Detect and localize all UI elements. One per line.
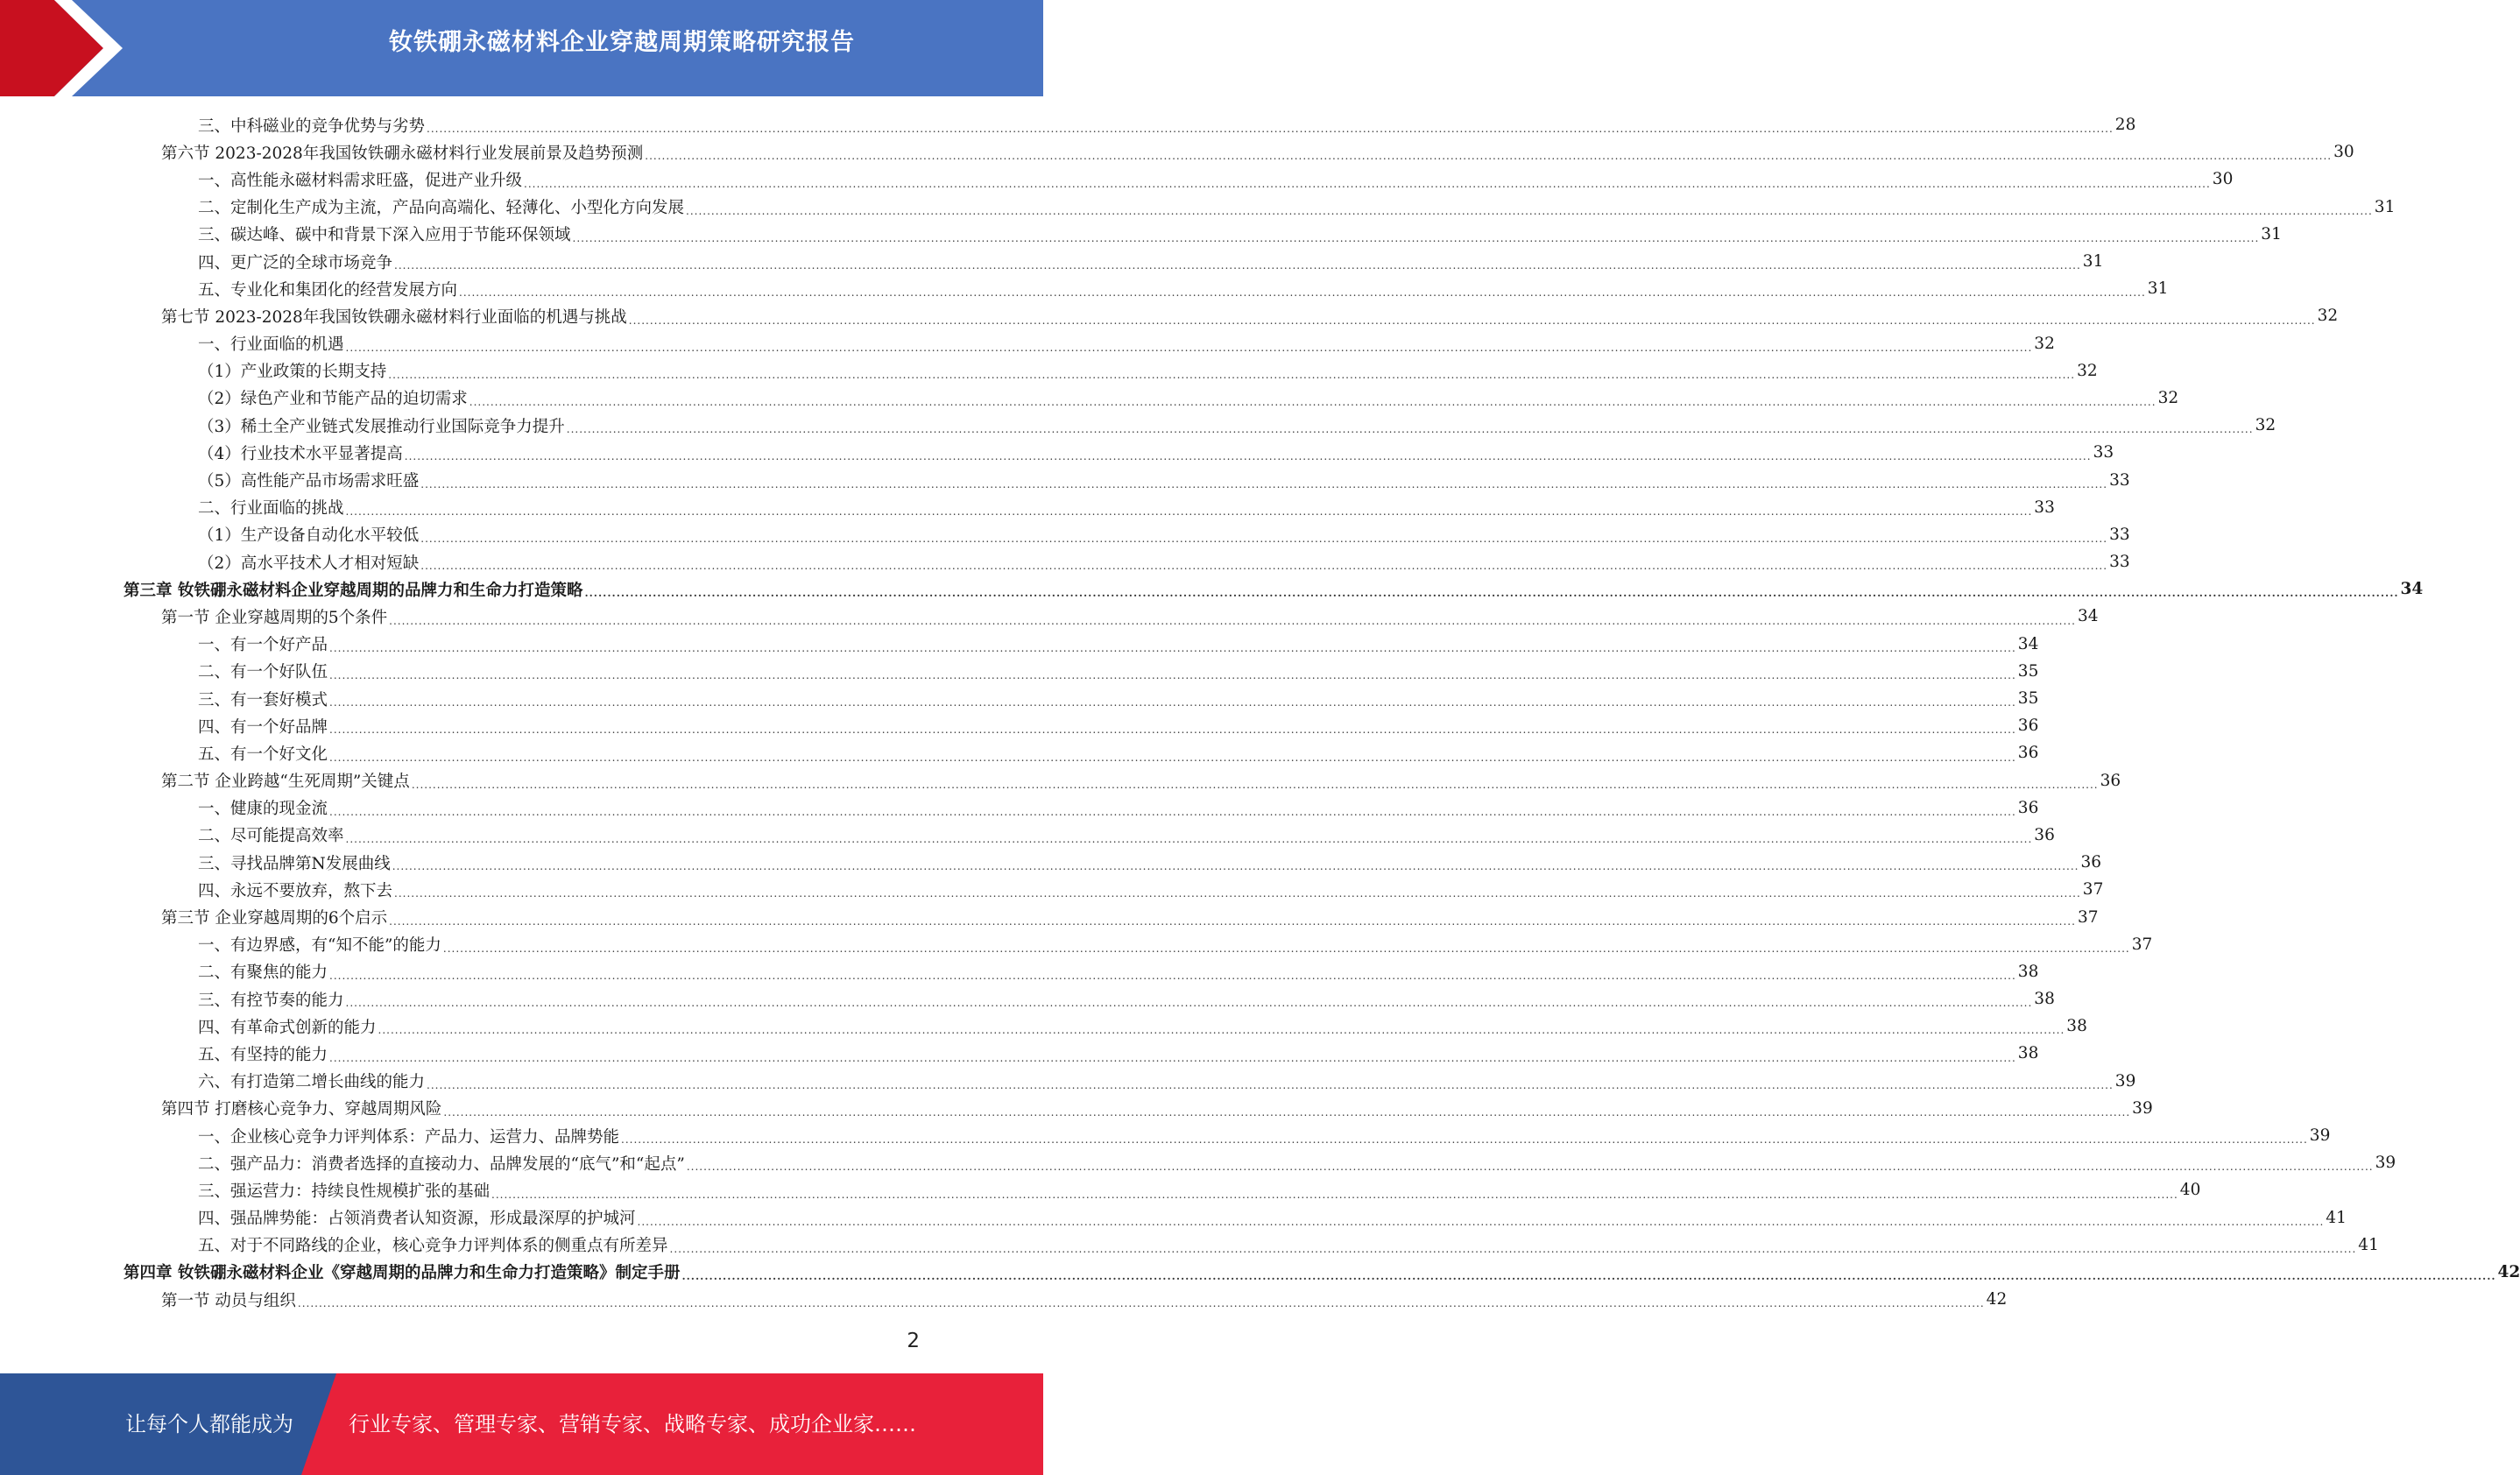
toc-dot-leader: ................................................................................................................................................................................................................................................................................................................................................................................................................ [329, 641, 2016, 654]
toc-entry-page: 39 [2114, 1071, 2136, 1090]
toc-section-entry[interactable] [0, 1095, 2153, 1122]
toc-entry-title: 四、强品牌势能：占领消费者认知资源，形成最深厚的护城河 [198, 1210, 636, 1229]
toc-entry-page: 36 [2100, 771, 2121, 790]
page-number: 2 [907, 1330, 920, 1352]
toc-entry-page: 36 [2017, 716, 2039, 736]
toc-entry-page: 42 [1986, 1290, 2008, 1309]
toc-subsection-entry[interactable] [0, 739, 2039, 766]
toc-dot-leader: ................................................................................................................................................................................................................................................................................................................................................................................................................ [378, 1024, 2065, 1037]
toc-dot-leader: ................................................................................................................................................................................................................................................................................................................................................................................................................ [329, 805, 2016, 818]
toc-entry-page: 36 [2017, 744, 2039, 763]
toc-entry-title: 第一节 动员与组织 [161, 1291, 296, 1310]
toc-chapter-entry[interactable] [0, 575, 2424, 603]
footer-slogan-right: 行业专家、管理专家、营销专家、战略专家、成功企业家…… [349, 1412, 916, 1436]
toc-dot-leader: ................................................................................................................................................................................................................................................................................................................................................................................................................ [637, 1215, 2325, 1228]
toc-subsection-entry[interactable] [0, 1122, 2331, 1149]
header-red-arrow-decoration [0, 0, 131, 96]
toc-entry-page: 32 [2157, 388, 2179, 407]
toc-entry-title: （4）行业技术水平显著提高 [198, 444, 403, 463]
toc-entry-page: 33 [2093, 443, 2114, 462]
toc-subsection-entry[interactable] [0, 849, 2102, 876]
toc-section-entry[interactable] [0, 302, 2339, 329]
toc-entry-page: 39 [2309, 1126, 2331, 1146]
toc-subsection-entry[interactable] [0, 385, 2179, 412]
toc-entry-title: 二、定制化生产成为主流，产品向高端化、轻薄化、小型化方向发展 [198, 199, 685, 218]
toc-entry-page: 31 [2147, 279, 2169, 299]
toc-entry-page: 42 [2497, 1262, 2520, 1281]
toc-dot-leader: ................................................................................................................................................................................................................................................................................................................................................................................................................ [459, 286, 2146, 300]
toc-entry-title: 一、有边界感，有“知不能”的能力 [198, 936, 441, 956]
toc-entry-page: 39 [2375, 1154, 2396, 1173]
toc-entry-title: 三、强运营力：持续良性规模扩张的基础 [198, 1182, 491, 1201]
toc-dot-leader: ................................................................................................................................................................................................................................................................................................................................................................................................................ [345, 997, 2033, 1010]
table-of-contents [0, 111, 2520, 1313]
toc-subsection-entry[interactable] [0, 985, 2055, 1013]
toc-entry-title: 四、永远不要放弃，熬下去 [198, 881, 393, 900]
toc-entry-title: 三、寻找品牌第N发展曲线 [198, 854, 391, 873]
toc-entry-title: （1）生产设备自动化水平较低 [198, 526, 420, 546]
toc-entry-page: 33 [2109, 525, 2130, 544]
toc-dot-leader: ................................................................................................................................................................................................................................................................................................................................................................................................................ [345, 505, 2033, 518]
toc-entry-page: 35 [2017, 661, 2039, 681]
toc-entry-page: 39 [2132, 1098, 2153, 1118]
toc-entry-page: 32 [2034, 334, 2055, 353]
toc-section-entry[interactable] [0, 903, 2099, 930]
toc-subsection-entry[interactable] [0, 822, 2055, 849]
toc-dot-leader: ................................................................................................................................................................................................................................................................................................................................................................................................................ [686, 204, 2373, 217]
toc-subsection-entry[interactable] [0, 631, 2039, 658]
toc-entry-title: 六、有打造第二增长曲线的能力 [198, 1073, 426, 1092]
toc-dot-leader: ................................................................................................................................................................................................................................................................................................................................................................................................................ [645, 150, 2333, 163]
toc-subsection-entry[interactable] [0, 1176, 2201, 1203]
toc-entry-page: 37 [2131, 935, 2153, 954]
toc-entry-title: 第七节 2023-2028年我国钕铁硼永磁材料行业面临的机遇与挑战 [161, 307, 627, 327]
toc-dot-leader: ................................................................................................................................................................................................................................................................................................................................................................................................................ [443, 1105, 2131, 1119]
toc-subsection-entry[interactable] [0, 931, 2153, 958]
toc-dot-leader: ................................................................................................................................................................................................................................................................................................................................................................................................................ [329, 696, 2016, 709]
toc-entry-page: 31 [2261, 224, 2282, 243]
toc-entry-page: 34 [2017, 634, 2039, 653]
toc-entry-title: 三、有控节奏的能力 [198, 991, 344, 1010]
toc-dot-leader: ................................................................................................................................................................................................................................................................................................................................................................................................................ [329, 751, 2016, 764]
toc-entry-title: 五、对于不同路线的企业，核心竞争力评判体系的侧重点有所差异 [198, 1237, 668, 1256]
toc-dot-leader: ................................................................................................................................................................................................................................................................................................................................................................................................................ [394, 259, 2081, 272]
toc-dot-leader: ................................................................................................................................................................................................................................................................................................................................................................................................................ [621, 1133, 2308, 1147]
toc-entry-title: 一、高性能永磁材料需求旺盛，促进产业升级 [198, 171, 523, 190]
toc-dot-leader: ................................................................................................................................................................................................................................................................................................................................................................................................................ [329, 970, 2016, 982]
toc-entry-page: 36 [2034, 825, 2055, 844]
toc-entry-page: 34 [2077, 607, 2099, 626]
toc-dot-leader: ................................................................................................................................................................................................................................................................................................................................................................................................................ [411, 778, 2099, 791]
toc-section-entry[interactable] [0, 767, 2121, 794]
toc-entry-title: 第一节 企业穿越周期的5个条件 [161, 608, 388, 627]
toc-entry-title: 三、碳达峰、碳中和背景下深入应用于节能环保领域 [198, 226, 571, 245]
toc-subsection-entry[interactable] [0, 658, 2039, 685]
toc-dot-leader: ................................................................................................................................................................................................................................................................................................................................................................................................................ [329, 668, 2016, 681]
toc-subsection-entry[interactable] [0, 166, 2234, 193]
toc-dot-leader: ................................................................................................................................................................................................................................................................................................................................................................................................................ [669, 1242, 2357, 1255]
toc-dot-leader: ................................................................................................................................................................................................................................................................................................................................................................................................................ [345, 341, 2033, 354]
toc-entry-title: （3）稀土全产业链式发展推动行业国际竞争力提升 [198, 417, 565, 436]
toc-dot-leader: ................................................................................................................................................................................................................................................................................................................................................................................................................ [628, 314, 2316, 327]
toc-section-entry[interactable] [0, 1286, 2008, 1313]
toc-dot-leader: ................................................................................................................................................................................................................................................................................................................................................................................................................ [389, 614, 2076, 627]
toc-entry-title: 第二节 企业跨越“生死周期”关键点 [161, 773, 410, 792]
toc-entry-title: 二、尽可能提高效率 [198, 827, 344, 846]
toc-subsection-entry[interactable] [0, 958, 2039, 985]
toc-entry-title: 第六节 2023-2028年我国钕铁硼永磁材料行业发展前景及趋势预测 [161, 144, 644, 163]
toc-entry-title: 第四节 打磨核心竞争力、穿越周期风险 [161, 1100, 442, 1119]
toc-subsection-entry[interactable] [0, 439, 2114, 466]
toc-dot-leader: ................................................................................................................................................................................................................................................................................................................................................................................................................ [681, 1270, 2496, 1283]
toc-entry-page: 38 [2034, 990, 2055, 1009]
toc-entry-page: 37 [2082, 880, 2104, 900]
toc-entry-title: 三、中科磁业的竞争优势与劣势 [198, 116, 426, 136]
toc-entry-title: 二、行业面临的挑战 [198, 499, 344, 519]
toc-dot-leader: ................................................................................................................................................................................................................................................................................................................................................................................................................ [584, 587, 2399, 600]
toc-entry-page: 36 [2080, 853, 2102, 872]
toc-dot-leader: ................................................................................................................................................................................................................................................................................................................................................................................................................ [427, 123, 2114, 136]
toc-dot-leader: ................................................................................................................................................................................................................................................................................................................................................................................................................ [392, 860, 2079, 873]
toc-dot-leader: ................................................................................................................................................................................................................................................................................................................................................................................................................ [524, 177, 2211, 190]
toc-entry-page: 28 [2114, 116, 2136, 135]
toc-entry-title: 二、有聚焦的能力 [198, 963, 328, 983]
toc-entry-page: 37 [2077, 907, 2099, 927]
toc-entry-page: 40 [2179, 1181, 2201, 1200]
toc-entry-title: 一、有一个好产品 [198, 636, 328, 655]
toc-entry-page: 33 [2109, 553, 2130, 572]
toc-entry-title: 二、强产品力：消费者选择的直接动力、品牌发展的“底气”和“起点” [198, 1154, 685, 1174]
toc-entry-page: 38 [2017, 1044, 2039, 1063]
toc-subsection-entry[interactable] [0, 1232, 2379, 1259]
toc-entry-title: 一、行业面临的机遇 [198, 335, 344, 355]
toc-dot-leader: ................................................................................................................................................................................................................................................................................................................................................................................................................ [686, 1161, 2374, 1174]
toc-subsection-entry[interactable] [0, 1149, 2396, 1176]
page-footer [0, 1373, 1043, 1475]
toc-entry-title: （2）绿色产业和节能产品的迫切需求 [198, 390, 468, 409]
toc-subsection-entry[interactable] [0, 794, 2039, 822]
toc-dot-leader: ................................................................................................................................................................................................................................................................................................................................................................................................................ [297, 1297, 1985, 1310]
toc-entry-title: （1）产业政策的长期支持 [198, 363, 387, 382]
toc-subsection-entry[interactable] [0, 548, 2130, 575]
page-header [0, 0, 1043, 96]
toc-entry-page: 33 [2034, 498, 2055, 517]
toc-dot-leader: ................................................................................................................................................................................................................................................................................................................................................................................................................ [420, 533, 2108, 545]
toc-dot-leader: ................................................................................................................................................................................................................................................................................................................................................................................................................ [420, 560, 2108, 573]
toc-subsection-entry[interactable] [0, 1040, 2039, 1067]
toc-entry-page: 33 [2109, 470, 2130, 490]
toc-entry-title: 一、企业核心竞争力评判体系：产品力、运营力、品牌势能 [198, 1127, 620, 1147]
toc-subsection-entry[interactable] [0, 1068, 2136, 1095]
toc-entry-page: 31 [2082, 252, 2104, 272]
toc-chapter-entry[interactable] [0, 1259, 2520, 1286]
toc-entry-page: 31 [2374, 197, 2396, 216]
toc-subsection-entry[interactable] [0, 685, 2039, 712]
toc-dot-leader: ................................................................................................................................................................................................................................................................................................................................................................................................................ [420, 477, 2108, 490]
toc-section-entry[interactable] [0, 603, 2099, 630]
toc-entry-page: 41 [2358, 1235, 2379, 1254]
toc-subsection-entry[interactable] [0, 194, 2396, 221]
toc-subsection-entry[interactable] [0, 494, 2055, 521]
toc-dot-leader: ................................................................................................................................................................................................................................................................................................................................................................................................................ [345, 833, 2033, 846]
toc-entry-page: 30 [2212, 170, 2234, 189]
toc-subsection-entry[interactable] [0, 275, 2169, 302]
toc-entry-page: 38 [2017, 962, 2039, 981]
toc-entry-page: 36 [2017, 798, 2039, 817]
toc-subsection-entry[interactable] [0, 248, 2104, 275]
toc-entry-title: 五、有坚持的能力 [198, 1045, 328, 1064]
toc-entry-title: 五、有一个好文化 [198, 745, 328, 764]
toc-entry-title: （2）高水平技术人才相对短缺 [198, 554, 420, 573]
toc-dot-leader: ................................................................................................................................................................................................................................................................................................................................................................................................................ [442, 942, 2130, 955]
toc-entry-page: 30 [2333, 143, 2354, 162]
toc-subsection-entry[interactable] [0, 111, 2136, 138]
toc-entry-title: 一、健康的现金流 [198, 800, 328, 819]
toc-dot-leader: ................................................................................................................................................................................................................................................................................................................................................................................................................ [329, 1051, 2016, 1064]
toc-subsection-entry[interactable] [0, 221, 2282, 248]
toc-dot-leader: ................................................................................................................................................................................................................................................................................................................................................................................................................ [572, 231, 2260, 244]
toc-entry-title: 第三章 钕铁硼永磁材料企业穿越周期的品牌力和生命力打造策略 [124, 581, 583, 600]
toc-subsection-entry[interactable] [0, 1013, 2087, 1040]
toc-subsection-entry[interactable] [0, 466, 2130, 493]
toc-entry-page: 34 [2400, 580, 2424, 599]
toc-entry-title: （5）高性能产品市场需求旺盛 [198, 472, 420, 491]
footer-slogan-left: 让每个人都能成为 [125, 1412, 293, 1436]
toc-dot-leader: ................................................................................................................................................................................................................................................................................................................................................................................................................ [388, 368, 2076, 381]
toc-dot-leader: ................................................................................................................................................................................................................................................................................................................................................................................................................ [329, 723, 2016, 737]
toc-entry-page: 32 [2077, 361, 2098, 380]
report-title: 钕铁硼永磁材料企业穿越周期策略研究报告 [389, 29, 855, 56]
toc-subsection-entry[interactable] [0, 712, 2039, 739]
toc-subsection-entry[interactable] [0, 876, 2104, 903]
toc-entry-title: 五、专业化和集团化的经营发展方向 [198, 280, 458, 300]
toc-entry-title: 第四章 钕铁硼永磁材料企业《穿越周期的品牌力和生命力打造策略》制定手册 [124, 1264, 681, 1283]
toc-subsection-entry[interactable] [0, 357, 2098, 385]
toc-dot-leader: ................................................................................................................................................................................................................................................................................................................................................................................................................ [469, 396, 2156, 409]
toc-subsection-entry[interactable] [0, 1204, 2347, 1232]
toc-entry-page: 32 [2255, 416, 2276, 435]
toc-dot-leader: ................................................................................................................................................................................................................................................................................................................................................................................................................ [427, 1078, 2114, 1091]
toc-entry-title: 第三节 企业穿越周期的6个启示 [161, 909, 388, 928]
toc-section-entry[interactable] [0, 138, 2354, 166]
toc-entry-page: 35 [2017, 689, 2039, 709]
toc-dot-leader: ................................................................................................................................................................................................................................................................................................................................................................................................................ [566, 423, 2254, 436]
toc-entry-title: 四、有革命式创新的能力 [198, 1018, 377, 1037]
toc-dot-leader: ................................................................................................................................................................................................................................................................................................................................................................................................................ [491, 1188, 2178, 1201]
toc-entry-title: 四、有一个好品牌 [198, 717, 328, 737]
toc-entry-page: 38 [2066, 1017, 2087, 1036]
toc-subsection-entry[interactable] [0, 412, 2276, 439]
toc-entry-page: 41 [2326, 1208, 2347, 1227]
toc-dot-leader: ................................................................................................................................................................................................................................................................................................................................................................................................................ [404, 450, 2092, 463]
toc-dot-leader: ................................................................................................................................................................................................................................................................................................................................................................................................................ [394, 887, 2081, 900]
toc-dot-leader: ................................................................................................................................................................................................................................................................................................................................................................................................................ [389, 914, 2076, 928]
toc-subsection-entry[interactable] [0, 521, 2130, 548]
toc-subsection-entry[interactable] [0, 330, 2055, 357]
toc-entry-title: 三、有一套好模式 [198, 690, 328, 709]
toc-entry-title: 二、有一个好队伍 [198, 663, 328, 682]
toc-entry-page: 32 [2317, 307, 2339, 326]
toc-entry-title: 四、更广泛的全球市场竞争 [198, 253, 393, 272]
